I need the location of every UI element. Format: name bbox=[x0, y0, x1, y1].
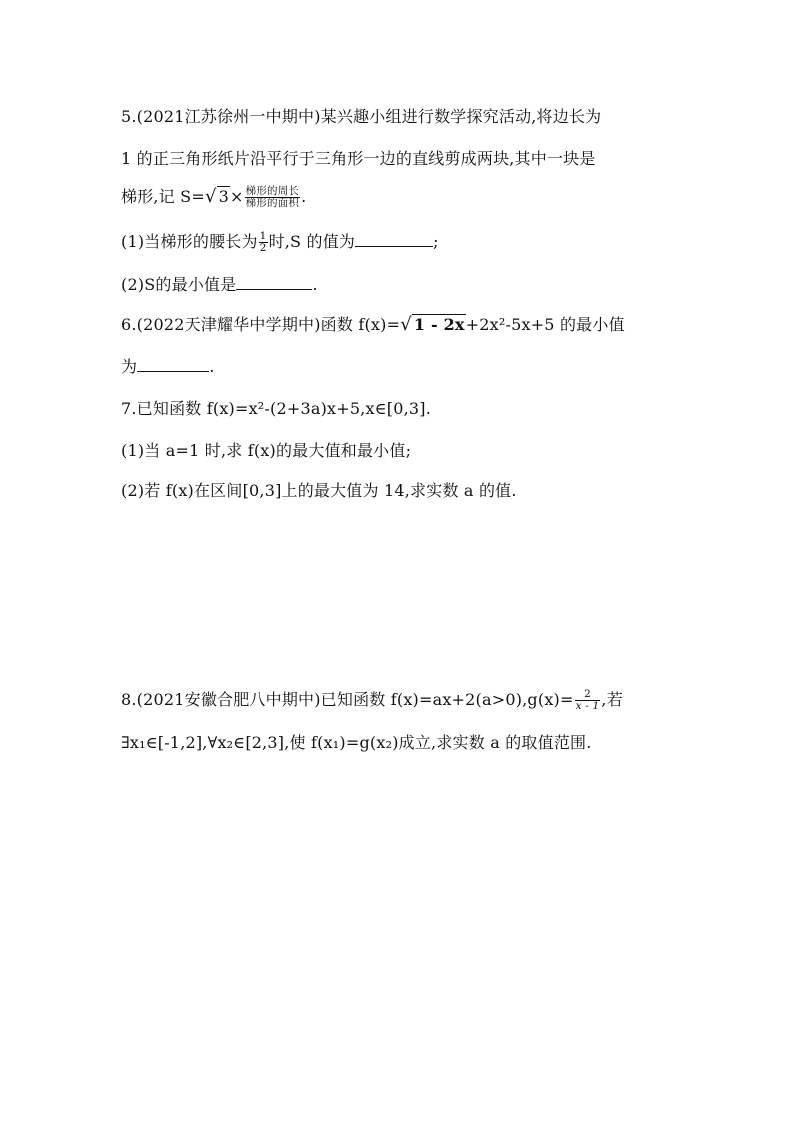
q5-fraction bbox=[245, 186, 301, 209]
q7-part-2 bbox=[121, 480, 517, 502]
q5-part-2 bbox=[121, 274, 318, 296]
q6-line-1 bbox=[121, 314, 625, 336]
q7-part1-text: (1)当 a=1 时,求 f(x)的最大值和最小值; bbox=[121, 441, 412, 460]
q5-frac-numerator: 梯形的周长 bbox=[245, 185, 300, 197]
q6-text-suffix: +2x²-5x+5 的最小值 bbox=[465, 315, 625, 334]
q7-line-1 bbox=[121, 398, 431, 420]
q5-line-3 bbox=[121, 186, 306, 209]
q6-sqrt-content: 1 - 2x bbox=[413, 315, 465, 334]
q6-text-prefix: 6.(2022天津耀华中学期中)函数 f(x)= bbox=[121, 315, 401, 334]
q6-line2-end: . bbox=[209, 357, 215, 376]
q5-text-1: 5.(2021江苏徐州一中期中)某兴趣小组进行数学探究活动,将边长为 bbox=[121, 107, 602, 126]
q5-frac-denominator: 梯形的面积 bbox=[245, 197, 300, 209]
answer-blank[interactable] bbox=[355, 234, 433, 247]
q5-sqrt bbox=[205, 186, 230, 208]
q5-part-1 bbox=[121, 231, 439, 254]
q5-line-1 bbox=[121, 106, 601, 128]
q8-frac-denominator: x - 1 bbox=[575, 700, 600, 712]
q8-text-prefix: 8.(2021安徽合肥八中期中)已知函数 f(x)=ax+2(a>0),g(x)= bbox=[121, 690, 574, 709]
q6-line-2 bbox=[121, 356, 215, 378]
radical-sign-icon: √ bbox=[204, 186, 217, 207]
q5-times: × bbox=[230, 187, 244, 206]
q7-part-1 bbox=[121, 440, 411, 462]
q8-text-2: ∃x₁∈[-1,2],∀x₂∈[2,3],使 f(x₁)=g(x₂)成立,求实数 a 的取值范围. bbox=[121, 733, 592, 752]
q5-sqrt-radicand: 3 bbox=[218, 187, 230, 206]
q5-part1-fraction bbox=[259, 231, 268, 254]
q5-part1-frac-num: 1 bbox=[259, 230, 267, 242]
q6-line2-prefix: 为 bbox=[121, 357, 138, 376]
answer-blank[interactable] bbox=[236, 277, 312, 290]
q7-text: 7.已知函数 f(x)=x²-(2+3a)x+5,x∈[0,3]. bbox=[121, 399, 431, 418]
q5-text-3-prefix: 梯形,记 S= bbox=[121, 187, 205, 206]
q8-text-suffix: ,若 bbox=[601, 690, 623, 709]
q8-fraction bbox=[575, 689, 601, 712]
q5-part1-prefix: (1)当梯形的腰长为 bbox=[121, 232, 258, 251]
radical-sign-icon: √ bbox=[400, 314, 412, 335]
q5-text-2: 1 的正三角形纸片沿平行于三角形一边的直线剪成两块,其中一块是 bbox=[121, 149, 596, 168]
q5-part2-end: . bbox=[312, 275, 318, 294]
q5-part1-end: ; bbox=[433, 232, 439, 251]
q5-part1-frac-den: 2 bbox=[259, 242, 267, 254]
q8-frac-numerator: 2 bbox=[575, 689, 601, 701]
q5-part1-suffix: 时,S 的值为 bbox=[268, 232, 356, 251]
q6-sqrt bbox=[400, 314, 465, 336]
q8-line-1 bbox=[121, 689, 623, 712]
q7-part2-text: (2)若 f(x)在区间[0,3]上的最大值为 14,求实数 a 的值. bbox=[121, 481, 517, 500]
q5-line-2 bbox=[121, 148, 596, 170]
q5-text-3-suffix: . bbox=[301, 187, 307, 206]
answer-blank[interactable] bbox=[137, 359, 209, 372]
q5-part2-prefix: (2)S的最小值是 bbox=[121, 275, 237, 294]
q8-line-2 bbox=[121, 732, 592, 754]
